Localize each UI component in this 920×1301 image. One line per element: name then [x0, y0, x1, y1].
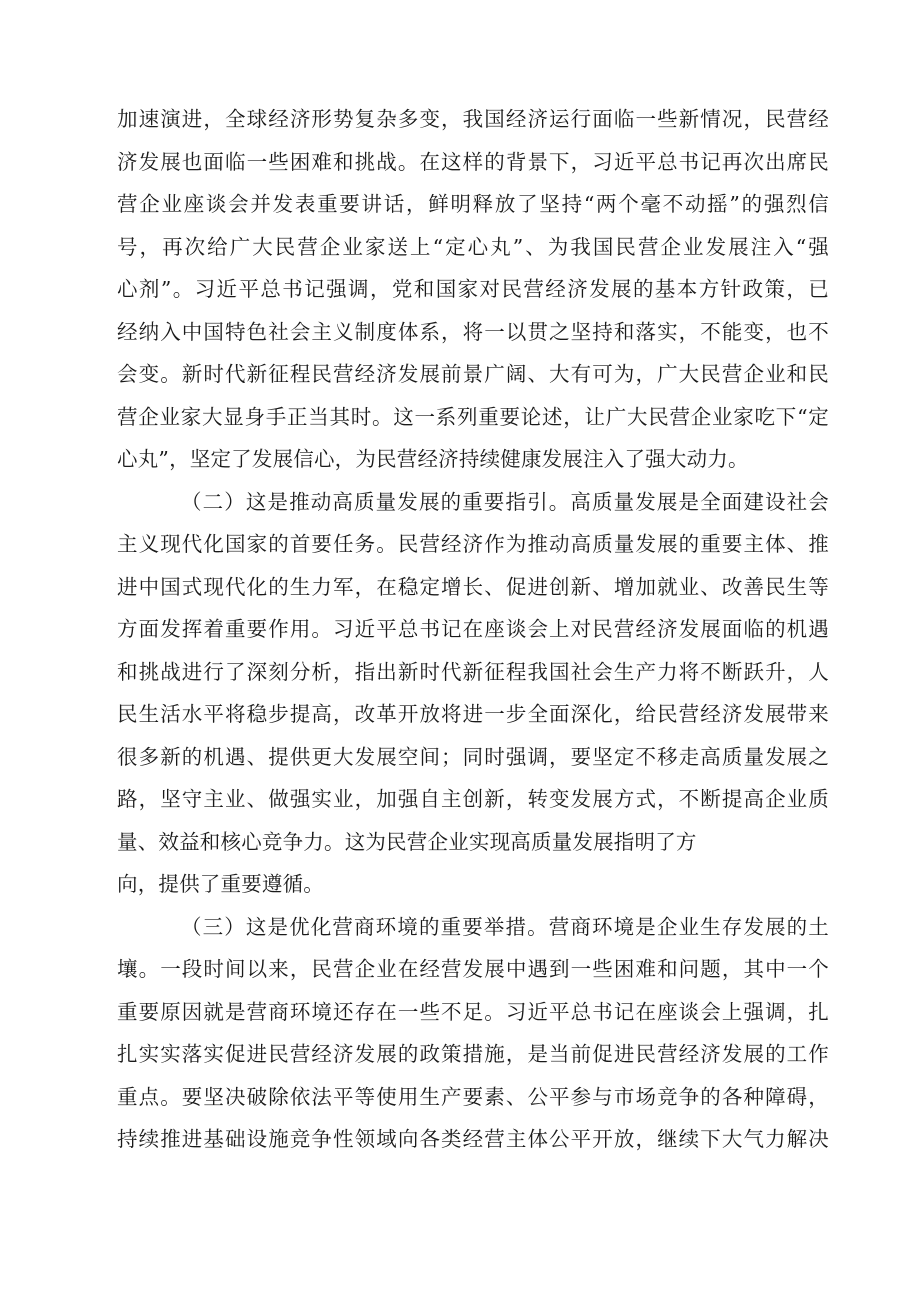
text-line: 量、效益和核心竞争力。这为民营企业实现高质量发展指明了方: [117, 829, 697, 854]
text-line: 济发展也面临一些困难和挑战。在这样的背景下，习近平总书记再次出席民: [117, 149, 829, 174]
text-line: 方面发挥着重要作用。习近平总书记在座谈会上对民营经济发展面临的机遇: [117, 617, 829, 641]
text-line: 加速演进，全球经济形势复杂多变，我国经济运行面临一些新情况，民营经: [117, 107, 829, 131]
text-line: 向，提供了重要遵循。: [117, 872, 324, 896]
paragraph-3: [117, 906, 829, 1161]
document-body: [117, 98, 829, 1161]
text-line: 扎实实落实促进民营经济发展的政策措施，是当前促进民营经济发展的工作: [117, 1042, 829, 1066]
text-line: （二）这是推动高质量发展的重要指引。高质量发展是全面建设社会: [181, 489, 829, 514]
text-line: 民生活水平将稳步提高，改革开放将进一步全面深化，给民营经济发展带来: [117, 702, 829, 726]
text-line: 壤。一段时间以来，民营企业在经营发展中遇到一些困难和问题，其中一个: [117, 957, 829, 981]
text-line: 心丸”，坚定了发展信心，为民营经济持续健康发展注入了强大动力。: [117, 447, 749, 471]
paragraph-2: [117, 481, 829, 906]
text-line: 重要原因就是营商环境还存在一些不足。习近平总书记在座谈会上强调，扎: [117, 999, 829, 1024]
text-line: （三）这是优化营商环境的重要举措。营商环境是企业生存发展的土: [181, 914, 829, 939]
text-line: 进中国式现代化的生力军，在稳定增长、促进创新、增加就业、改善民生等: [117, 574, 829, 599]
text-line: 很多新的机遇、提供更大发展空间；同时强调，要坚定不移走高质量发展之: [117, 744, 829, 769]
text-line: 路，坚守主业、做强实业，加强自主创新，转变发展方式，不断提高企业质: [117, 787, 829, 811]
text-line: 营企业座谈会并发表重要讲话，鲜明释放了坚持“两个毫不动摇”的强烈信: [117, 192, 829, 216]
paragraph-1: [117, 98, 829, 481]
text-line: 重点。要坚决破除依法平等使用生产要素、公平参与市场竞争的各种障碍，: [117, 1084, 829, 1109]
text-line: 心剂”。习近平总书记强调，党和国家对民营经济发展的基本方针政策，已: [117, 277, 829, 301]
text-line: 营企业家大显身手正当其时。这一系列重要论述，让广大民营企业家吃下“定: [117, 404, 829, 429]
text-line: 号，再次给广大民营企业家送上“定心丸”、为我国民营企业发展注入“强: [117, 234, 829, 259]
text-line: 经纳入中国特色社会主义制度体系，将一以贯之坚持和落实，不能变，也不: [117, 319, 829, 344]
text-line: 主义现代化国家的首要任务。民营经济作为推动高质量发展的重要主体、推: [117, 532, 829, 556]
text-line: 会变。新时代新征程民营经济发展前景广阔、大有可为，广大民营企业和民: [117, 362, 829, 386]
text-line: 和挑战进行了深刻分析，指出新时代新征程我国社会生产力将不断跃升，人: [117, 659, 829, 684]
text-line: 持续推进基础设施竞争性领域向各类经营主体公平开放，继续下大气力解决: [117, 1127, 829, 1151]
